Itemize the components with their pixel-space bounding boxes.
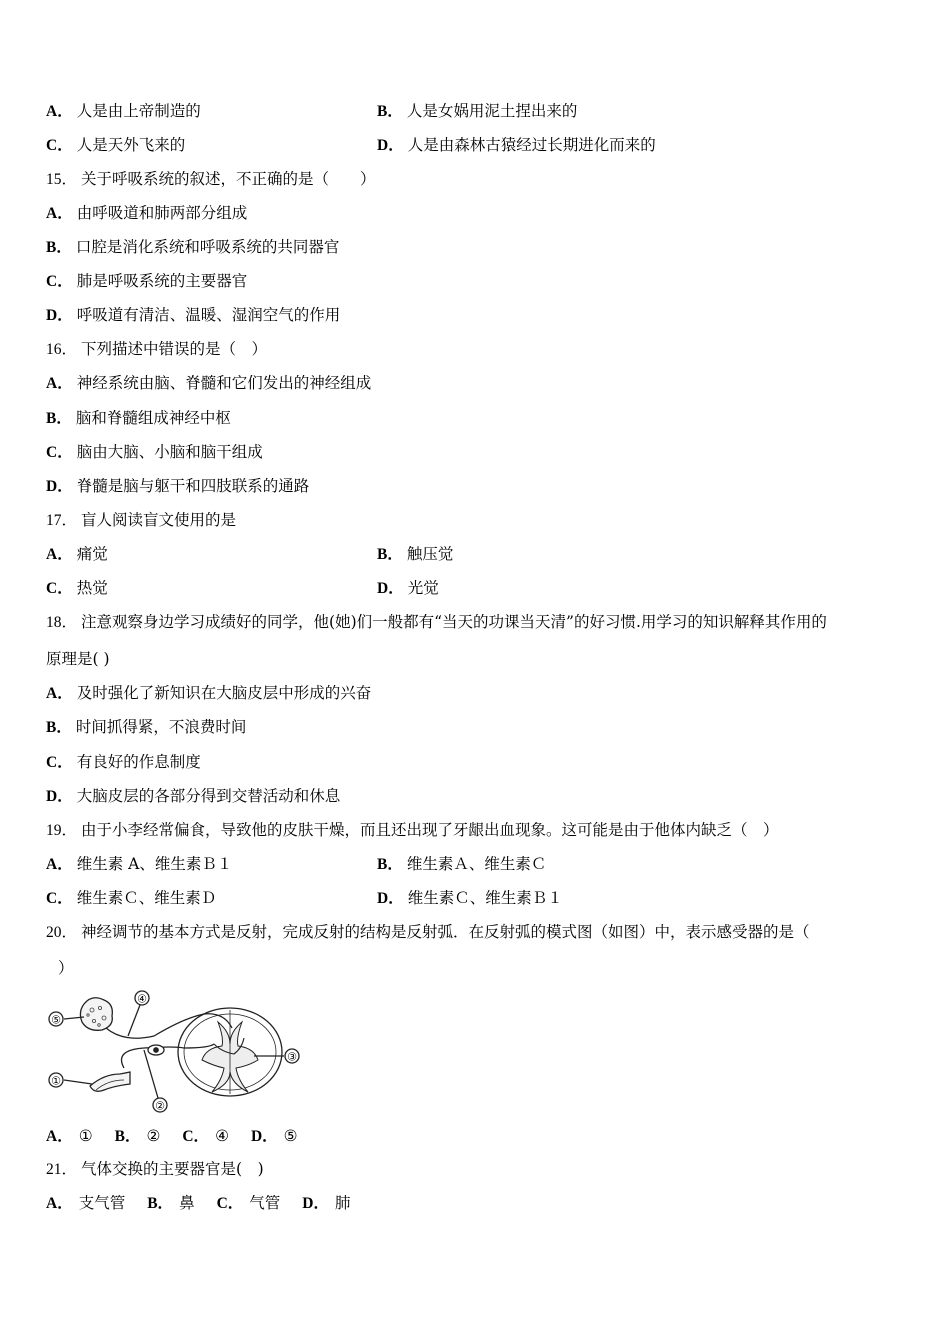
q21-option-d[interactable] — [302, 1194, 350, 1212]
question-text: 关于呼吸系统的叙述，不正确的是（ ） — [81, 170, 376, 188]
q18-option-d[interactable] — [46, 785, 340, 808]
q20-option-c[interactable] — [182, 1127, 229, 1145]
option-text: 维生素 A、维生素Ｂ１ — [76, 855, 233, 873]
option-key: D． — [377, 580, 404, 597]
label-4: ④ — [137, 992, 147, 1006]
q15-option-c[interactable] — [46, 270, 247, 293]
efferent-nerve — [106, 1014, 232, 1038]
q20-option-d[interactable] — [251, 1127, 298, 1145]
option-key: A． — [46, 685, 73, 702]
option-text: 脊髓是脑与躯干和四肢联系的通路 — [76, 477, 310, 495]
q17-option-a[interactable] — [46, 543, 108, 566]
q15-option-d[interactable] — [46, 304, 340, 327]
q16-option-d[interactable] — [46, 475, 309, 498]
option-key: D． — [302, 1195, 329, 1212]
option-key: D． — [250, 1128, 278, 1145]
label-leader-4 — [128, 1005, 140, 1036]
option-text: 肺 — [335, 1194, 351, 1212]
question-number: 18． — [46, 614, 78, 631]
option-key: B． — [46, 719, 72, 736]
receptor-skin — [90, 1072, 130, 1091]
q17-option-d[interactable] — [377, 577, 439, 600]
option-text: 有良好的作息制度 — [76, 753, 201, 771]
option-key: C． — [46, 273, 73, 290]
option-key: C． — [182, 1128, 210, 1145]
option-key: C． — [46, 580, 73, 597]
option-key: B． — [377, 856, 403, 873]
option-text: 痛觉 — [76, 545, 108, 563]
q14-option-b[interactable] — [377, 100, 577, 123]
q18-option-a[interactable] — [46, 682, 371, 705]
question-number: 21． — [46, 1161, 78, 1178]
question-number: 20． — [46, 924, 78, 941]
q19-option-a[interactable] — [46, 853, 232, 876]
q18-stem — [46, 611, 827, 634]
option-text: 人是女娲用泥土捏出来的 — [406, 102, 578, 120]
effector-shape — [80, 998, 112, 1031]
q21-option-a[interactable] — [46, 1194, 125, 1212]
q18-stem-continued — [46, 648, 110, 670]
option-text: 人是由上帝制造的 — [76, 102, 201, 120]
option-text: 鼻 — [179, 1194, 195, 1212]
option-key: D． — [46, 788, 73, 805]
question-text: ） — [58, 959, 74, 977]
q21-options — [46, 1192, 373, 1215]
afferent-nerve — [122, 1044, 215, 1068]
q19-option-d[interactable] — [377, 887, 563, 910]
option-text: 气管 — [249, 1194, 281, 1212]
option-text: 光觉 — [407, 579, 439, 597]
q16-option-a[interactable] — [46, 372, 371, 395]
option-text: 维生素Ｃ、维生素Ｄ — [76, 889, 217, 907]
q19-option-c[interactable] — [46, 887, 216, 910]
q16-option-c[interactable] — [46, 441, 263, 464]
q15-option-a[interactable] — [46, 202, 247, 225]
label-1: ① — [51, 1074, 61, 1088]
option-text: 人是天外飞来的 — [76, 136, 186, 154]
q21-option-b[interactable] — [147, 1194, 194, 1212]
option-key: C． — [216, 1195, 244, 1212]
q14-option-a[interactable] — [46, 100, 201, 123]
q20-options — [46, 1125, 320, 1148]
question-text: 原理是( ) — [46, 650, 110, 668]
q14-option-c[interactable] — [46, 134, 185, 157]
q17-stem — [46, 509, 236, 532]
question-number: 19． — [46, 822, 78, 839]
q18-option-b[interactable] — [46, 716, 246, 739]
q21-option-c[interactable] — [217, 1194, 281, 1212]
option-text: 维生素Ａ、维生素Ｃ — [406, 855, 547, 873]
option-key: D． — [377, 137, 404, 154]
option-text: 时间抓得紧，不浪费时间 — [75, 718, 247, 736]
option-text: ④ — [215, 1127, 229, 1145]
q16-option-b[interactable] — [46, 407, 231, 430]
question-text: 气体交换的主要器官是( ) — [81, 1160, 264, 1178]
option-text: 人是由森林古猿经过长期进化而来的 — [407, 136, 656, 154]
option-key: A． — [46, 1195, 73, 1212]
option-text: 脑和脊髓组成神经中枢 — [75, 409, 231, 427]
option-key: B． — [377, 546, 403, 563]
option-key: A． — [46, 103, 73, 120]
q20-option-b[interactable] — [115, 1127, 161, 1145]
option-key: C． — [46, 754, 73, 771]
option-key: B． — [147, 1195, 174, 1212]
option-key: B． — [46, 239, 72, 256]
option-text: 维生素Ｃ、维生素Ｂ１ — [407, 889, 563, 907]
option-text: 大脑皮层的各部分得到交替活动和休息 — [76, 787, 341, 805]
option-key: A． — [46, 205, 73, 222]
q19-option-b[interactable] — [377, 853, 546, 876]
q16-stem — [46, 338, 267, 361]
question-text: 下列描述中错误的是（ ） — [81, 340, 268, 358]
option-key: C． — [46, 890, 73, 907]
q19-stem — [46, 819, 779, 842]
label-leader-1 — [64, 1080, 92, 1084]
question-text: 注意观察身边学习成绩好的同学，他(她)们一般都有“当天的功课当天清”的好习惯.用学习的知识解释其作用的 — [81, 613, 827, 631]
option-text: 支气管 — [78, 1194, 126, 1212]
option-text: ① — [78, 1127, 93, 1145]
option-text: 神经系统由脑、脊髓和它们发出的神经组成 — [76, 374, 372, 392]
q17-option-b[interactable] — [377, 543, 453, 566]
option-text: 由呼吸道和肺两部分组成 — [76, 204, 248, 222]
ganglion-dot — [154, 1048, 158, 1052]
q14-option-d[interactable] — [377, 134, 656, 157]
option-text: 脑由大脑、小脑和脑干组成 — [76, 443, 263, 461]
question-number: 17． — [46, 512, 78, 529]
q20-stem — [46, 921, 810, 944]
option-text: 呼吸道有清洁、温暖、湿润空气的作用 — [76, 306, 341, 324]
label-5: ⑤ — [51, 1013, 61, 1027]
option-key: C． — [46, 137, 73, 154]
option-text: ② — [146, 1127, 161, 1145]
q20-option-a[interactable] — [46, 1127, 93, 1145]
q15-stem — [46, 168, 376, 191]
option-key: A． — [46, 546, 73, 563]
option-key: A． — [46, 375, 73, 392]
option-key: B． — [46, 410, 72, 427]
option-text: 触压觉 — [406, 545, 454, 563]
q21-stem — [46, 1158, 264, 1181]
option-key: D． — [46, 478, 73, 495]
reflex-arc-diagram — [44, 988, 306, 1114]
option-text: ⑤ — [283, 1127, 298, 1145]
option-key: B． — [114, 1128, 141, 1145]
option-key: A． — [46, 856, 73, 873]
option-text: 肺是呼吸系统的主要器官 — [76, 272, 248, 290]
q17-option-c[interactable] — [46, 577, 108, 600]
q18-option-c[interactable] — [46, 751, 201, 774]
option-key: B． — [377, 103, 403, 120]
option-key: D． — [46, 307, 73, 324]
label-3: ③ — [287, 1050, 297, 1064]
option-key: D． — [377, 890, 404, 907]
label-2: ② — [155, 1099, 165, 1113]
option-text: 口腔是消化系统和呼吸系统的共同器官 — [75, 238, 340, 256]
q20-stem-continued — [58, 957, 74, 979]
q15-option-b[interactable] — [46, 236, 339, 259]
question-number: 16． — [46, 341, 78, 358]
option-text: 及时强化了新知识在大脑皮层中形成的兴奋 — [76, 684, 372, 702]
option-key: C． — [46, 444, 73, 461]
question-text: 神经调节的基本方式是反射，完成反射的结构是反射弧．在反射弧的模式图（如图）中，表示感受器的是（ — [81, 923, 810, 941]
question-text: 由于小李经常偏食，导致他的皮肤干燥，而且还出现了牙龈出血现象。这可能是由于他体内缺乏（ ） — [81, 821, 779, 839]
option-key: A． — [46, 1128, 73, 1145]
label-leader-2 — [144, 1050, 158, 1098]
question-number: 15． — [46, 171, 78, 188]
question-text: 盲人阅读盲文使用的是 — [81, 511, 237, 529]
option-text: 热觉 — [76, 579, 108, 597]
